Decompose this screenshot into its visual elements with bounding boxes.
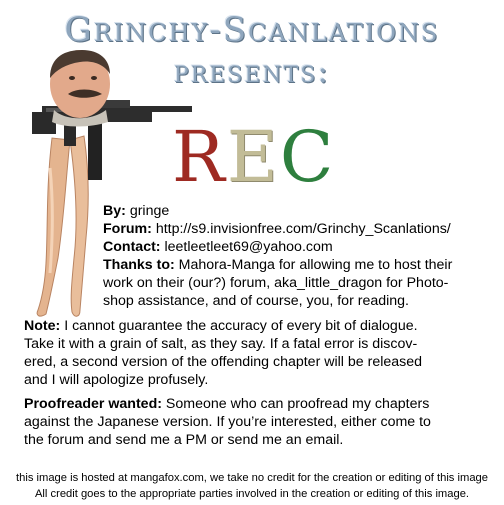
note-line: and I will apologize profusely. <box>24 372 209 388</box>
forum-label: Forum: <box>103 221 152 237</box>
by-value: gringe <box>125 203 170 219</box>
note-text: I cannot guarantee the accuracy of every bit of dialogue. <box>60 318 418 334</box>
group-name-heading: Grinchy-Scanlations <box>64 10 440 50</box>
proofreader-line: the forum and send me a PM or send me an email. <box>24 432 344 448</box>
credit-disclaimer: All credit goes to the appropriate parties involved in the creation or editing of this image. <box>34 488 470 500</box>
thanks-text: Mahora-Manga for allowing me to host their <box>174 257 453 273</box>
by-label: By: <box>103 203 126 219</box>
forum-url: http://s9.invisionfree.com/Grinchy_Scanlations/ <box>151 221 451 237</box>
thanks-line: work on their (our?) forum, aka_little_dragon for Photo- <box>103 275 449 291</box>
forum-line <box>103 221 451 239</box>
proofreader-line: against the Japanese version. If you’re interested, either come to <box>24 414 431 430</box>
note-line: Take it with a grain of salt, as they say. If a fatal error is discov- <box>24 336 418 352</box>
head-image <box>50 50 110 127</box>
thanks-label: Thanks to: <box>103 257 175 273</box>
series-title-letter: C <box>279 116 336 198</box>
contact-label: Contact: <box>103 239 161 255</box>
note-label: Note: <box>24 318 61 334</box>
proofreader-text: Someone who can proofread my chapters <box>161 396 430 412</box>
proofreader-line <box>24 396 429 414</box>
by-line <box>103 203 169 221</box>
thanks-line <box>103 257 452 275</box>
note-line: ered, a second version of the offending chapter will be released <box>24 354 423 370</box>
legs-image <box>37 136 88 316</box>
series-title-letter: E <box>226 116 280 198</box>
note-line <box>24 318 418 336</box>
hosting-disclaimer: this image is hosted at mangafox.com, we take no credit for the creation or editing of this image <box>16 472 488 484</box>
series-title <box>172 116 336 198</box>
series-title-letter: R <box>172 116 227 198</box>
thanks-line: shop assistance, and of course, you, for reading. <box>103 293 410 309</box>
proofreader-label: Proofreader wanted: <box>24 396 162 412</box>
presents-heading: presents: <box>173 52 331 90</box>
contact-line <box>103 239 333 257</box>
contact-email: leetleetleet69@yahoo.com <box>160 239 333 255</box>
